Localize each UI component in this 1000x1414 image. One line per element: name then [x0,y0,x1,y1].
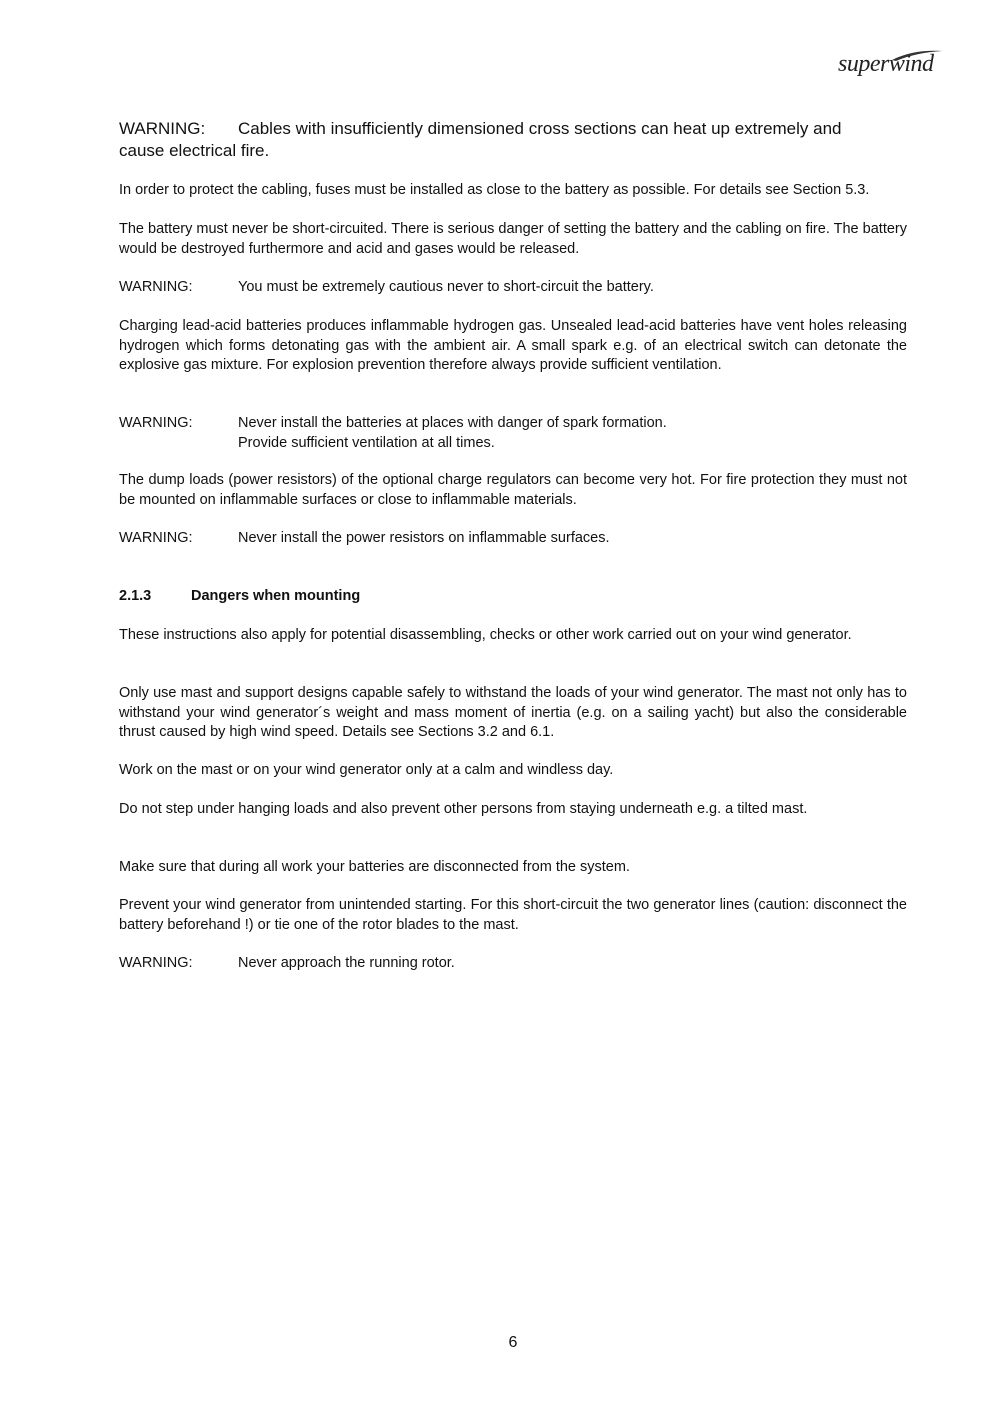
logo-text: superwind [838,51,934,77]
warning-label: WARNING: [119,279,193,295]
paragraph-disconnect-batteries: Make sure that during all work your batteries are disconnected from the system. [119,859,630,875]
warning-label: WARNING: [119,119,206,138]
page-number: 6 [508,1334,518,1351]
paragraph-calm-day: Work on the mast or on your wind generator only at a calm and windless day. [119,762,614,778]
warning-label: WARNING: [119,955,193,971]
warning-text-line2: Provide sufficient ventilation at all times. [238,434,495,451]
warning-running-rotor [119,954,907,974]
section-title: Dangers when mounting [191,588,361,604]
section-heading [119,587,907,607]
warning-electrical-fire [119,118,907,162]
warning-short-circuit [119,278,907,298]
warning-text-line1: Never install the batteries at places with danger of spark formation. [238,415,667,431]
warning-label: WARNING: [119,530,193,546]
warning-label: WARNING: [119,415,193,431]
warning-text: Never install the power resistors on inflammable surfaces. [238,530,610,546]
warning-text-continued: cause electrical fire. [119,141,270,160]
paragraph-mast-design: Only use mast and support designs capable safely to withstand the loads of your wind generator. The mast not only has to withstand your wind generator´s weight and mass moment of inertia (e.g. on a sailing yacht) but also the considerable thrust caused by high wind speed. Details see Sections 3.2 and 6.1. [119,685,907,740]
warning-power-resistors [119,529,907,549]
paragraph-hydrogen-gas: Charging lead-acid batteries produces inflammable hydrogen gas. Unsealed lead-acid batteries have vent holes releasing hydrogen which forms detonating gas with the ambient air. A small spark e.g. of an electrical switch can detonate the explosive gas mixture. For explosion prevention therefore always provide sufficient ventilation. [119,318,907,373]
superwind-logo [838,50,942,78]
warning-text: Cables with insufficiently dimensioned cross sections can heat up extremely and [238,119,842,138]
paragraph-fuses: In order to protect the cabling, fuses must be installed as close to the battery as possible. For details see Section 5.3. [119,182,870,198]
logo-swoosh-icon [890,48,944,62]
warning-spark [119,414,907,453]
paragraph-instructions-scope: These instructions also apply for potential disassembling, checks or other work carried out on your wind generator. [119,627,852,643]
paragraph-short-circuit: The battery must never be short-circuited. There is serious danger of setting the battery and the cabling on fire. The battery would be destroyed furthermore and acid and gases would be released. [119,221,907,257]
warning-text: You must be extremely cautious never to short-circuit the battery. [238,279,654,295]
paragraph-unintended-starting: Prevent your wind generator from unintended starting. For this short-circuit the two generator lines (caution: disconnect the battery beforehand !) or tie one of the rotor blades to the mast. [119,897,907,933]
warning-text: Never approach the running rotor. [238,955,455,971]
section-number: 2.1.3 [119,588,152,604]
paragraph-hanging-loads: Do not step under hanging loads and also prevent other persons from staying underneath e.g. a tilted mast. [119,801,808,817]
paragraph-dump-loads: The dump loads (power resistors) of the optional charge regulators can become very hot. For fire protection they must not be mounted on inflammable surfaces or close to inflammable materials. [119,472,907,508]
